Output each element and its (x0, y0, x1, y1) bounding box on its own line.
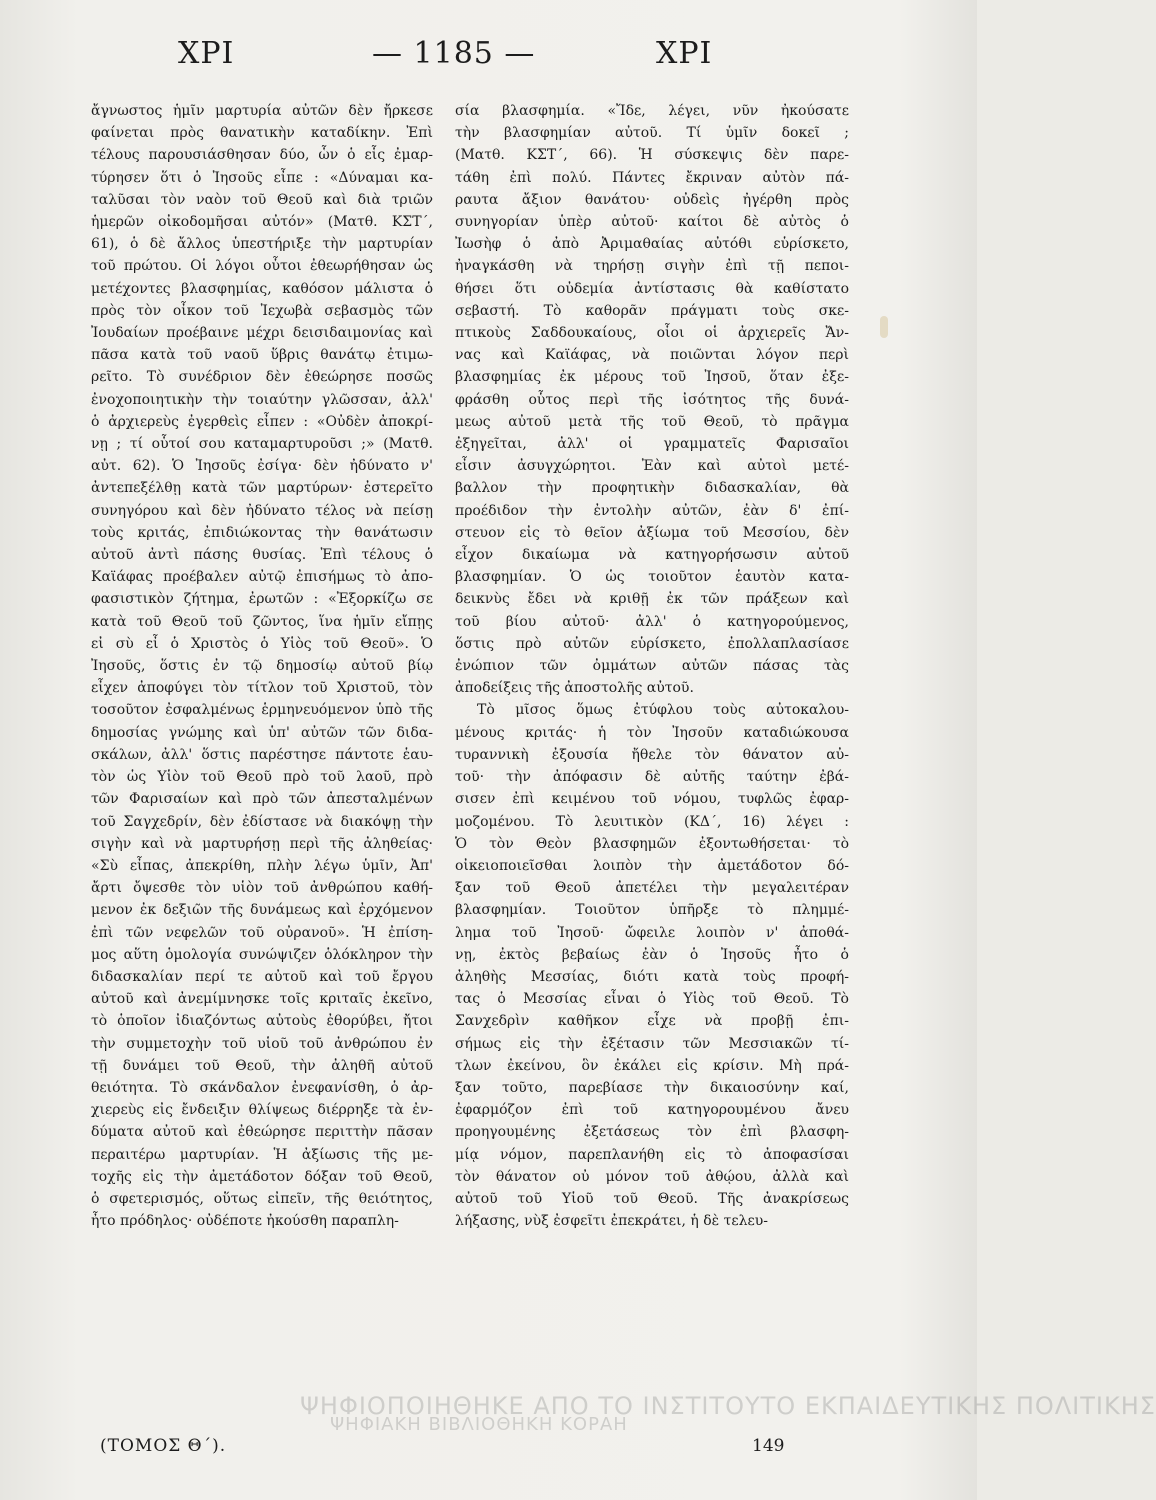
text-line: μετέχοντες βλασφημίας, καθόσον μάλιστα ὁ (91, 280, 433, 297)
text-line: στευον εἰς τὸ θεῖον ἀξίωμα τοῦ Μεσσίου, δὲν (455, 524, 849, 541)
text-line: κατὰ τοῦ Θεοῦ τοῦ ζῶντος, ἵνα ἡμῖν εἴπῃς (91, 613, 433, 630)
header-right-keyword: ΧΡΙ (656, 36, 713, 71)
text-line: μος αὕτη ὁμολογία συνώψιζεν ὁλόκληρον τὴν (91, 946, 433, 963)
text-line: θειότητα. Τὸ σκάνδαλον ἐνεφανίσθη, ὁ ἀρ- (91, 1079, 433, 1096)
text-line: συνηγορίαν ὑπὲρ αὐτοῦ· καίτοι δὲ αὐτὸς ὁ (455, 214, 849, 231)
text-line: ταλῦσαι τὸν ναὸν τοῦ Θεοῦ καὶ διὰ τριῶν (91, 191, 433, 208)
library-watermark (300, 1392, 1156, 1435)
text-line: προέδιδον τὴν ἐντολὴν αὐτῶν, ἐὰν δ' ἐπί- (455, 502, 849, 519)
text-line: τάθη ἐπὶ πολύ. Πάντες ἔκριναν αὐτὸν πά- (455, 169, 849, 186)
text-line: νῃ, ἐκτὸς βεβαίως ἐὰν ὁ Ἰησοῦς ἦτο ὁ (455, 946, 849, 963)
text-line: αὐτ. 62). Ὁ Ἰησοῦς ἐσίγα· δὲν ἠδύνατο ν' (91, 458, 433, 475)
text-line: ὁ σφετερισμός, οὕτως εἰπεῖν, τῆς θειότητος, (91, 1190, 433, 1207)
text-line: βλασφημίας ἐκ μέρους τοῦ Ἰησοῦ, ὅταν ἐξε- (455, 369, 849, 386)
text-line: «Σὺ εἶπας, ἀπεκρίθη, πλὴν λέγω ὑμῖν, Ἀπ' (91, 857, 433, 874)
text-line: ρεῖτο. Τὸ συνέδριον δὲν ἐθεώρησε ποσῶς (91, 369, 433, 386)
text-line: διδασκαλίαν περί τε αὐτοῦ καὶ τοῦ ἔργου (91, 968, 433, 985)
running-header (0, 30, 977, 80)
text-line: μοζομένου. Τὸ λευιτικὸν (ΚΔ΄, 16) λέγει : (455, 813, 849, 830)
text-line: σεβαστή. Τὸ καθορᾶν πράγματι τοὺς σκε- (455, 302, 849, 319)
text-line: πτικοὺς Σαδδουκαίους, οἷοι οἱ ἀρχιερεῖς Ἄν- (455, 325, 849, 342)
text-line: τῇ δυνάμει τοῦ Θεοῦ, τὴν ἀληθῆ αὐτοῦ (91, 1057, 433, 1074)
text-line: Ὁ τὸν Θεὸν βλασφημῶν ἐξοντωθήσεται· τὸ (455, 835, 849, 852)
text-line: Σανχεδρὶν καθῆκον εἶχε νὰ προβῇ ἐπι- (455, 1013, 849, 1030)
text-line: ἐνώπιον τῶν ὀμμάτων αὐτῶν πάσας τὰς (455, 658, 849, 675)
text-line: βλασφημίαν. Ὁ ὡς τοιοῦτον ἑαυτὸν κατα- (455, 569, 849, 586)
text-line: σιγὴν καὶ νὰ μαρτυρήσῃ περὶ τῆς ἀληθείας· (91, 835, 433, 852)
text-line: σήμως εἰς τὴν ἐξέτασιν τῶν Μεσσιακῶν τί- (455, 1035, 849, 1052)
text-line: νῃ ; τί οὗτοί σου καταμαρτυροῦσι ;» (Ματθ. (91, 436, 433, 453)
text-line: τὸν θάνατον οὐ μόνον τοῦ ἀθῴου, ἀλλὰ καὶ (455, 1168, 849, 1185)
text-line: αὐτοῦ ἀντὶ πάσης θυσίας. Ἐπὶ τέλους ὁ (91, 547, 433, 564)
sheet-number: 149 (752, 1436, 785, 1456)
text-line: εἰ σὺ εἶ ὁ Χριστὸς ὁ Υἱὸς τοῦ Θεοῦ». Ὁ (91, 635, 433, 652)
text-line: τλων ἐκείνου, ὃν ἐκάλει εἰς κρίσιν. Μὴ πρά- (455, 1057, 849, 1074)
text-line: Καϊάφας προέβαλεν αὐτῷ ἐπισήμως τὸ ἀπο- (91, 569, 433, 586)
text-line: τέλους παρουσιάσθησαν δύο, ὧν ὁ εἷς ἐμαρ- (91, 147, 433, 164)
right-paragraph-2 (455, 699, 849, 1232)
text-line: θήσει ὅτι οὐδεμία ἀντίστασις θὰ καθίστατο (455, 280, 849, 297)
right-paragraph-1 (455, 100, 849, 699)
text-line: ἦτο πρόδηλος· οὐδέποτε ἠκούσθη παραπλη- (91, 1213, 399, 1230)
text-line: φασιστικὸν ζήτημα, ἐρωτῶν : «Ἐξορκίζω σε (91, 591, 433, 608)
text-line: λημα τοῦ Ἰησοῦ· ὤφειλε λοιπὸν ν' ἀποθά- (455, 924, 849, 941)
text-line: ὅστις πρὸ αὐτῶν εὑρίσκετο, ἐπολλαπλασίασε (455, 635, 849, 652)
text-line: εἶχον δικαίωμα νὰ κατηγορήσωσιν αὐτοῦ (455, 547, 849, 564)
text-line: ἐξηγεῖται, ἀλλ' οἱ γραμματεῖς Φαρισαῖοι (455, 436, 849, 453)
text-line: ξαν τοῦτο, παρεβίασε τὴν δικαιοσύνην καί, (455, 1079, 849, 1096)
right-column (455, 100, 849, 1232)
text-line: συνηγόρου καὶ δὲν ἠδύνατο τέλος νὰ πείσῃ (91, 502, 433, 519)
text-line: ἡμερῶν οἰκοδομῆσαι αὐτόν» (Ματθ. ΚΣΤ΄, (91, 214, 433, 231)
text-line: ἐφαρμόζον ἐπὶ τοῦ κατηγορουμένου ἄνευ (455, 1102, 849, 1119)
text-line: τοσοῦτον ἐσφαλμένως ἑρμηνευόμενον ὑπὸ τῆς (91, 702, 433, 719)
text-line: τοὺς κριτάς, ἐπιδιώκοντας τὴν θανάτωσιν (91, 524, 433, 541)
text-line: μεως αὐτοῦ μετὰ τῆς τοῦ Θεοῦ, τὸ πρᾶγμα (455, 413, 849, 430)
text-line: 61), ὁ δὲ ἄλλος ὑπεστήριξε τὴν μαρτυρίαν (91, 236, 433, 253)
text-line: τὴν συμμετοχὴν τοῦ υἱοῦ τοῦ ἀνθρώπου ἐν (91, 1035, 433, 1052)
page-number-header: — 1185 — (372, 36, 536, 71)
text-line: μένους κριτάς· ἡ τὸν Ἰησοῦν καταδιώκουσα (455, 724, 849, 741)
paper-stain (880, 316, 888, 338)
left-column (91, 100, 433, 1232)
text-line: βλασφημίαν. Τοιοῦτον ὑπῆρξε τὸ πλημμέ- (455, 902, 849, 919)
watermark-line-1: ΨΗΦΙΟΠΟΙΗΘΗΚΕ ΑΠΟ ΤΟ ΙΝΣΤΙΤΟΥΤΟ ΕΚΠΑΙΔΕΥΤΙΚΗΣ ΠΟΛΙΤΙΚΗΣ (300, 1392, 1156, 1420)
text-line: αὐτοῦ τοῦ Υἱοῦ τοῦ Θεοῦ. Τῆς ἀνακρίσεως (455, 1190, 849, 1207)
page-footer (0, 1432, 977, 1472)
text-line: ἄρτι ὄψεσθε τὸν υἱὸν τοῦ ἀνθρώπου καθή- (91, 880, 433, 897)
text-line: φράσθη οὗτος περὶ τῆς ἰσότητος τῆς δυνά- (455, 391, 849, 408)
text-line: ἀντεπεξέλθῃ κατὰ τῶν μαρτύρων· ἐστερεῖτο (91, 480, 433, 497)
text-line: σισεν ἐπὶ κειμένου τοῦ νόμου, τυφλῶς ἐφαρ- (455, 791, 849, 808)
text-line: πρὸς τὸν οἶκον τοῦ Ἰεχωβὰ σεβασμὸς τῶν (91, 302, 433, 319)
watermark-line-2: ΨΗΦΙΑΚΗ ΒΙΒΛΙΟΘΗΚΗ ΚΟΡΑΗ (330, 1414, 628, 1435)
text-line: τὸ ὁποῖον ἰδιαζόντως αὐτοὺς ἐθορύβει, ἤτοι (91, 1013, 433, 1030)
text-line: περαιτέρω μαρτυρίαν. Ἡ ἀξίωσις τῆς με- (91, 1146, 433, 1163)
text-line: τοῦ Σαγχεδρίν, δὲν ἐδίστασε νὰ διακόψῃ τὴν (91, 813, 433, 830)
text-line: τοῦ· τὴν ἀπόφασιν δὲ αὐτῆς ταύτην ἐβά- (455, 769, 849, 786)
text-line: ἀποδείξεις τῆς ἀποστολῆς αὐτοῦ. (455, 680, 694, 697)
text-line: αὐτοῦ καὶ ἀνεμίμνησκε τοῖς κριταῖς ἐκεῖνο, (91, 991, 433, 1008)
text-line: οἰκειοποιεῖσθαι λοιπὸν τὴν ἀμετάδοτον δό- (455, 857, 849, 874)
text-line: σκάλων, ἀλλ' ὅστις παρέστησε πάντοτε ἑαυ- (91, 746, 433, 763)
text-line: δεικνὺς ἔδει νὰ κριθῇ ἐκ τῶν πράξεων καὶ (455, 591, 849, 608)
text-line: τυραννικὴ ἐξουσία ἤθελε τὸν θάνατον αὐ- (455, 746, 849, 763)
text-line: νας καὶ Καϊάφας, νὰ ποιῶνται λόγον περὶ (455, 347, 849, 364)
text-line: μενον ἐκ δεξιῶν τῆς δυνάμεως καὶ ἐρχόμενον (91, 902, 433, 919)
header-left-keyword: ΧΡΙ (178, 36, 235, 71)
text-line: Τὸ μῖσος ὅμως ἐτύφλου τοὺς αὐτοκαλου- (477, 702, 849, 719)
volume-label: (ΤΟΜΟΣ Θ΄). (100, 1436, 227, 1456)
text-line: (Ματθ. ΚΣΤ΄, 66). Ἡ σύσκεψις δὲν παρε- (455, 147, 849, 164)
text-line: τὴν βλασφημίαν αὐτοῦ. Τί ὑμῖν δοκεῖ ; (455, 125, 849, 142)
text-line: ξαν τοῦ Θεοῦ ἀπετέλει τὴν μεγαλειτέραν (455, 880, 849, 897)
text-line: Ἰωσὴφ ὁ ἀπὸ Ἀριμαθαίας αὐτόθι εὑρίσκετο, (455, 236, 849, 253)
text-line: βαλλον τὴν προφητικὴν διδασκαλίαν, θὰ (455, 480, 849, 497)
text-line: δημοσίας γνώμης καὶ ὑπ' αὐτῶν τῶν διδα- (91, 724, 433, 741)
text-line: δύματα αὐτοῦ καὶ ἐθεώρησε περιττὴν πᾶσαν (91, 1124, 433, 1141)
text-line: Ἰησοῦς, ὅστις ἐν τῷ δημοσίῳ αὐτοῦ βίῳ (91, 658, 433, 675)
text-line: τῶν Φαρισαίων καὶ πρὸ τῶν ἀπεσταλμένων (91, 791, 433, 808)
text-line: εἶχεν ἀποφύγει τὸν τίτλον τοῦ Χριστοῦ, τὸν (91, 680, 433, 697)
text-line: λήξασης, νὺξ ἐσφεῖτι ἐπεκράτει, ἡ δὲ τελευ- (455, 1213, 768, 1230)
text-line: φαίνεται πρὸς θανατικὴν καταδίκην. Ἐπὶ (91, 125, 433, 142)
text-line: τοῦ βίου αὐτοῦ· ἀλλ' ὁ κατηγορούμενος, (455, 613, 849, 630)
text-line: τας ὁ Μεσσίας εἶναι ὁ Υἱὸς τοῦ Θεοῦ. Τὸ (455, 991, 849, 1008)
text-line: μίᾳ νόμον, παρεπλανήθη εἰς τὸ ἀποφασίσαι (455, 1146, 849, 1163)
text-line: ὁ ἀρχιερεὺς ἐγερθεὶς εἶπεν : «Οὐδὲν ἀποκρί- (91, 413, 433, 430)
text-line: πᾶσα κατὰ τοῦ ναοῦ ὕβρις θανάτῳ ἐτιμω- (91, 347, 433, 364)
text-line: Ἰουδαίων προέβαινε μέχρι δεισιδαιμονίας καὶ (91, 325, 433, 342)
text-line: τύρησεν ὅτι ὁ Ἰησοῦς εἶπε : «Δύναμαι κα- (91, 169, 433, 186)
text-line: τὸν ὡς Υἱὸν τοῦ Θεοῦ πρὸ τοῦ λαοῦ, πρὸ (91, 769, 433, 786)
text-line: ἐπὶ τῶν νεφελῶν τοῦ οὐρανοῦ». Ἡ ἐπίση- (91, 924, 433, 941)
text-line: σία βλασφημία. «Ἴδε, λέγει, νῦν ἠκούσατε (455, 103, 849, 119)
text-line: ἄγνωστος ἡμῖν μαρτυρία αὐτῶν δὲν ἤρκεσε (91, 103, 433, 119)
text-line: εἶσιν ἀσυγχώρητοι. Ἐὰν καὶ αὐτοὶ μετέ- (455, 458, 849, 475)
text-line: τοχῆς εἰς τὴν ἀμετάδοτον δόξαν τοῦ Θεοῦ, (91, 1168, 433, 1185)
text-line: ἠναγκάσθη νὰ τηρήσῃ σιγὴν ἐπὶ τῇ πεποι- (455, 258, 849, 275)
text-line: προηγουμένης ἐξετάσεως τὸν ἐπὶ βλασφη- (455, 1124, 849, 1141)
text-line: ἐνοχοποιητικὴν τὴν τοιαύτην γλῶσσαν, ἀλλ' (91, 391, 433, 408)
text-line: ραυτα ἄξιον θανάτου· οὐδεὶς ἠγέρθη πρὸς (455, 191, 849, 208)
text-line: τοῦ πρώτου. Οἱ λόγοι οὗτοι ἐθεωρήθησαν ὡς (91, 258, 433, 275)
text-line: χιερεὺς εἰς ἔνδειξιν θλίψεως διέρρηξε τὰ ἐν- (91, 1102, 433, 1119)
text-line: ἀληθὴς Μεσσίας, διότι κατὰ τοὺς προφή- (455, 968, 849, 985)
